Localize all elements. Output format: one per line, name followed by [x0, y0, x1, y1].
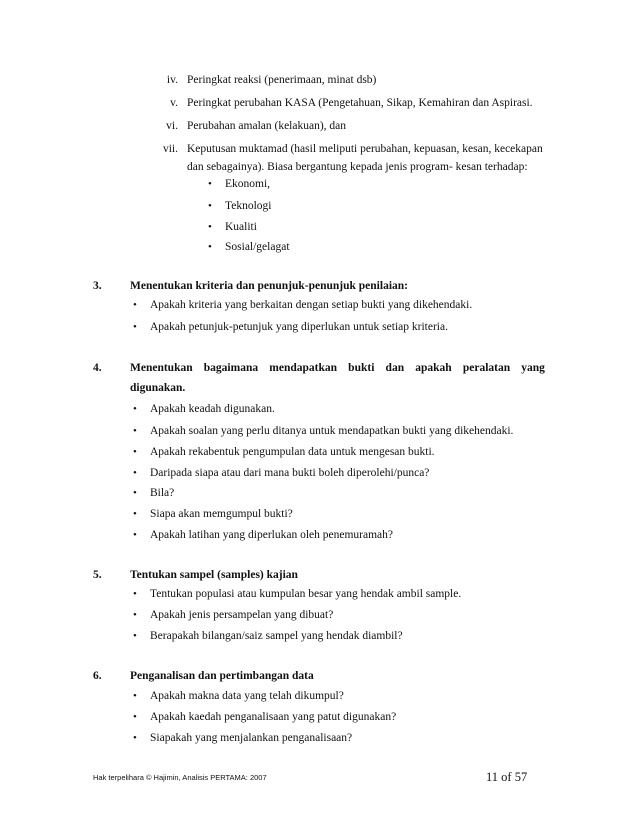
list-item: Apakah petunjuk-petunjuk yang diperlukan untuk setiap kriteria.: [150, 321, 448, 333]
roman-item-continuation: dan sebagainya). Biasa bergantung kepada jenis program- kesan terhadap:: [187, 161, 528, 173]
list-item: Daripada siapa atau dari mana bukti boleh diperolehi/punca?: [150, 467, 430, 479]
bullet-glyph: •: [133, 609, 137, 621]
section-title: Penganalisan dan pertimbangan data: [130, 670, 314, 682]
list-item: Sosial/gelagat: [225, 241, 290, 253]
roman-numeral: vi.: [166, 120, 178, 132]
bullet-glyph: •: [208, 221, 212, 233]
list-item: Ekonomi,: [225, 178, 271, 190]
section-number: 3.: [93, 280, 102, 292]
list-item: Berapakah bilangan/saiz sampel yang hendak diambil?: [150, 630, 403, 642]
list-item: Apakah soalan yang perlu ditanya untuk mendapatkan bukti yang dikehendaki.: [150, 425, 514, 437]
bullet-glyph: •: [133, 529, 137, 541]
bullet-glyph: •: [133, 299, 137, 311]
roman-numeral: iv.: [166, 74, 178, 86]
bullet-glyph: •: [208, 241, 212, 253]
list-item: Teknologi: [225, 200, 272, 212]
bullet-glyph: •: [133, 690, 137, 702]
list-item: Apakah jenis persampelan yang dibuat?: [150, 609, 334, 621]
bullet-glyph: •: [133, 487, 137, 499]
section-number: 5.: [93, 569, 102, 581]
list-item: Tentukan populasi atau kumpulan besar yang hendak ambil sample.: [150, 588, 462, 600]
page-number: 11 of 57: [486, 770, 528, 784]
list-item: Apakah kriteria yang berkaitan dengan setiap bukti yang dikehendaki.: [150, 299, 473, 311]
bullet-glyph: •: [133, 321, 137, 333]
roman-numeral: vii.: [162, 143, 178, 155]
bullet-glyph: •: [208, 200, 212, 212]
section-title: Menentukan kriteria dan penunjuk-penunjuk penilaian:: [130, 280, 408, 292]
bullet-glyph: •: [208, 178, 212, 190]
list-item: Siapakah yang menjalankan penganalisaan?: [150, 732, 353, 744]
list-item: Bila?: [150, 487, 175, 499]
bullet-glyph: •: [133, 508, 137, 520]
list-item: Apakah kaedah penganalisaan yang patut digunakan?: [150, 711, 397, 723]
roman-item-text: Peringkat reaksi (penerimaan, minat dsb): [187, 74, 377, 86]
section-title: [130, 361, 545, 375]
footer-copyright: Hak terpelihara © Hajimin, Analisis PERTAMA: 2007: [93, 773, 267, 782]
list-item: Kualiti: [225, 221, 257, 233]
section-title-continuation: digunakan.: [130, 382, 186, 394]
section-number: 4.: [93, 362, 102, 374]
bullet-glyph: •: [133, 588, 137, 600]
roman-item-text: Keputusan muktamad (hasil meliputi perubahan, kepuasan, kesan, kecekapan: [187, 143, 543, 155]
title-word: bagaimana: [203, 362, 259, 374]
list-item: Apakah keadah digunakan.: [150, 403, 275, 415]
list-item: Apakah makna data yang telah dikumpul?: [150, 690, 344, 702]
title-word: mendapatkan: [269, 362, 338, 374]
bullet-glyph: •: [133, 732, 137, 744]
title-word: bukti: [348, 362, 375, 374]
list-item: Apakah rekabentuk pengumpulan data untuk mengesan bukti.: [150, 446, 435, 458]
bullet-glyph: •: [133, 425, 137, 437]
roman-numeral: v.: [170, 97, 178, 109]
bullet-glyph: •: [133, 403, 137, 415]
section-title: Tentukan sampel (samples) kajian: [130, 569, 298, 581]
list-item: Apakah latihan yang diperlukan oleh penemuramah?: [150, 529, 394, 541]
bullet-glyph: •: [133, 446, 137, 458]
title-word: apakah: [415, 362, 452, 374]
bullet-glyph: •: [133, 630, 137, 642]
bullet-glyph: •: [133, 711, 137, 723]
title-word: yang: [521, 362, 545, 374]
roman-item-text: Peringkat perubahan KASA (Pengetahuan, Sikap, Kemahiran dan Aspirasi.: [187, 97, 533, 109]
roman-item-text: Perubahan amalan (kelakuan), dan: [187, 120, 347, 132]
title-word: Menentukan: [130, 362, 193, 374]
title-word: dan: [385, 362, 405, 374]
section-number: 6.: [93, 670, 102, 682]
list-item: Siapa akan memgumpul bukti?: [150, 508, 293, 520]
bullet-glyph: •: [133, 467, 137, 479]
title-word: peralatan: [462, 362, 511, 374]
